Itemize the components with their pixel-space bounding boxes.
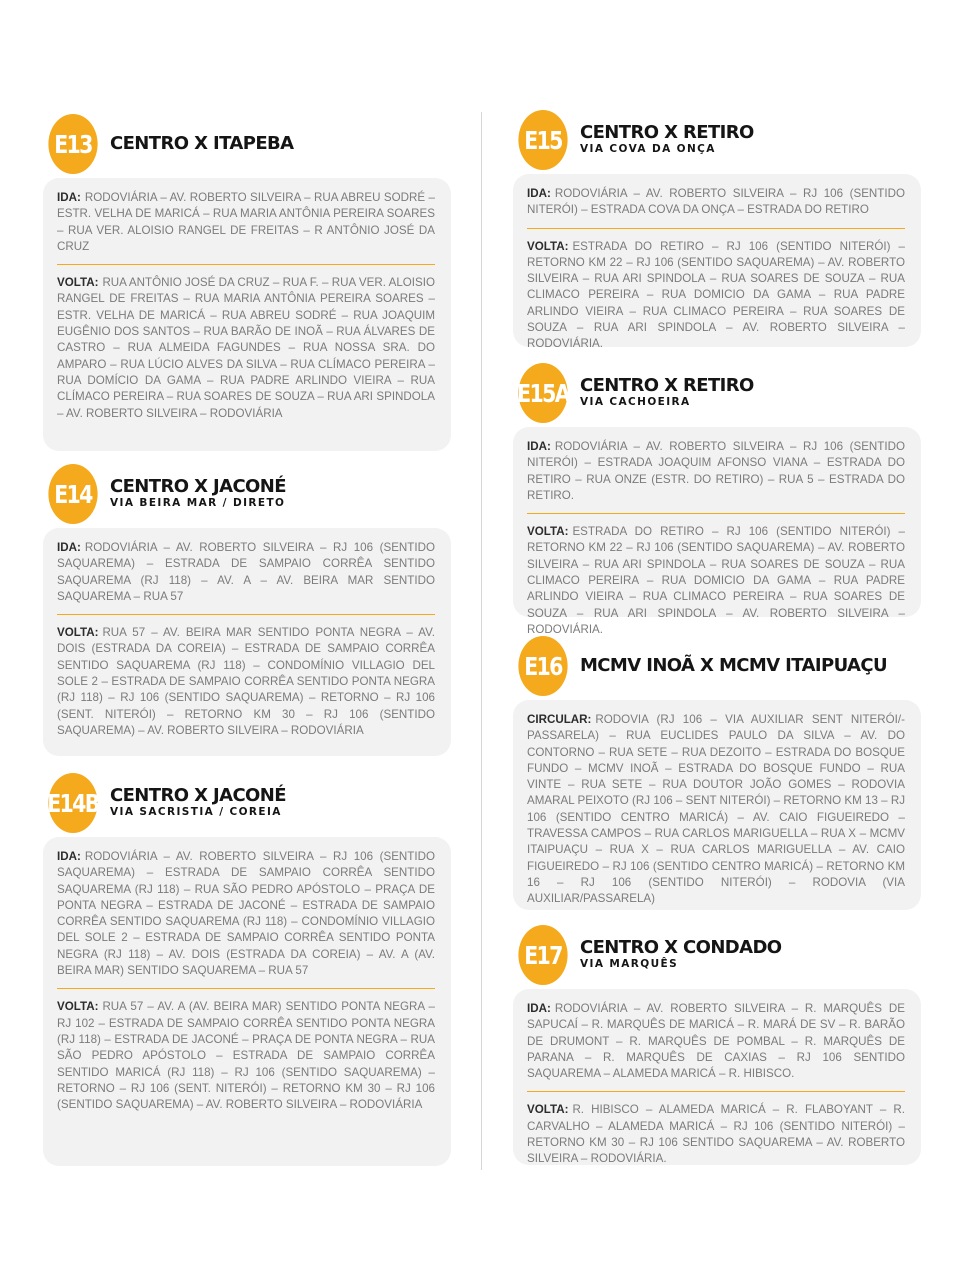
ida-label: IDA: bbox=[57, 541, 81, 554]
column-divider bbox=[481, 112, 482, 1170]
route-title: CENTRO X JACONÉ bbox=[110, 785, 286, 806]
volta-text: RUA 57 – AV. BEIRA MAR SENTIDO PONTA NEGRA – AV. DOIS (ESTRADA DA COREIA) – ESTRADA DE SAMPAIO CORRÊA SENTIDO SAQUAREMA (RJ 118) – CONDOMÍNIO VILLAGIO DEL SOLE 2 – ESTRADA DE SAMPAIO CORRÊA SENTIDO PONTA NEGRA (RJ 118) – RJ 106 (SENTIDO SAQUAREMA) – RETORNO – RJ 106 (SENT. NITERÓI) – RETORNO KM 30 – RJ 106 (SENTIDO SAQUAREMA) – AV. ROBERTO SILVEIRA – RODOVIÁRIA bbox=[57, 626, 435, 737]
volta-label: VOLTA: bbox=[57, 276, 99, 290]
section-divider bbox=[57, 264, 435, 265]
volta-section bbox=[527, 1102, 905, 1167]
route-card bbox=[513, 427, 921, 636]
route-header bbox=[43, 464, 451, 524]
route-e16 bbox=[513, 636, 921, 910]
route-e14b bbox=[43, 773, 451, 1166]
section-divider bbox=[527, 513, 905, 514]
volta-label: VOLTA: bbox=[527, 239, 569, 253]
route-title: CENTRO X JACONÉ bbox=[110, 476, 286, 497]
ida-text: RODOVIÁRIA – AV. ROBERTO SILVEIRA – R. MARQUÊS DE SAPUCAÍ – R. MARQUÊS DE MARICÁ – R. MARÁ DE SV – R. BARÃO DE DRUMONT – R. MARQUÊS DE POMBAL – R. MARQUÊS DE PARANA – R. MARQUÊS DE CAXIAS – RJ 106 SENTIDO SAQUAREMA – ALAMEDA MARICÁ – R. HIBISCO. bbox=[527, 1002, 905, 1081]
section-divider bbox=[57, 988, 435, 989]
ida-section bbox=[527, 186, 905, 219]
circular-text: RODOVIA (RJ 106 – VIA AUXILIAR SENT NITERÓI/-PASSARELA) – RUA EUCLIDES PAULO DA SILVA – AV. DO CONTORNO – RUA SETE – RUA DEZOITO – ESTRADA DO BOSQUE FUNDO – MCMV INOÃ – ESTRADA DO BOSQUE FUNDO – RUA VINTE – RUA SETE – RUA DOUTOR JOÃO GOMES – RODOVIA AMARAL PEIXOTO (RJ 106 – SENT NITERÓI) – RETORNO KM 13 – RJ 106 (SENTIDO CENTRO MARICÁ) – AV. CAIO FIGUEIREDO – TRAVESSA CAMPOS – RUA CARLOS MARIGUELLA – RUA X – MCMV ITAIPUAÇU – RUA X – RUA CARLOS MARIGUELLA – AV. CAIO FIGUEIREDO – RJ 106 (SENTIDO CENTRO MARICÁ) – RETORNO KM 16 – RJ 106 (SENTIDO NITERÓI) – RODOVIA (VIA AUXILIAR/PASSARELA) bbox=[527, 713, 905, 906]
route-subtitle: VIA MARQUÊS bbox=[580, 958, 679, 970]
volta-text: R. HIBISCO – ALAMEDA MARICÁ – R. FLABOYANT – R. CARVALHO – ALAMEDA MARICÁ – RJ 106 (SENTIDO NITERÓI) – RETORNO KM 30 – RJ 106 SENTIDO SAQUAREMA – AV. ROBERTO SILVEIRA – RODOVIÁRIA. bbox=[527, 1103, 905, 1166]
ida-section bbox=[57, 540, 435, 605]
volta-section bbox=[57, 275, 435, 422]
section-divider bbox=[527, 1091, 905, 1092]
ida-section bbox=[57, 849, 435, 979]
ida-section bbox=[57, 190, 435, 255]
route-card bbox=[43, 837, 451, 1166]
volta-section bbox=[527, 524, 905, 638]
circular-label: CIRCULAR: bbox=[527, 713, 592, 726]
route-e14 bbox=[43, 464, 451, 756]
ida-section bbox=[527, 439, 905, 504]
route-e15 bbox=[513, 110, 921, 351]
circular-section bbox=[527, 712, 905, 908]
route-subtitle: VIA CACHOEIRA bbox=[580, 396, 691, 408]
route-title: CENTRO X RETIRO bbox=[580, 375, 754, 396]
ida-label: IDA: bbox=[57, 850, 81, 863]
route-header bbox=[513, 110, 921, 170]
volta-section bbox=[57, 999, 435, 1113]
volta-text: ESTRADA DO RETIRO – RJ 106 (SENTIDO NITERÓI) – RETORNO KM 22 – RJ 106 (SENTIDO SAQUAREMA) – AV. ROBERTO SILVEIRA – RUA ARI SPINDOLA – RUA SOARES DE SOUZA – RUA CLIMACO PEREIRA – RUA DOMICIO DA GAMA – RUA PADRE ARLINDO VIEIRA – RUA CLIMACO PEREIRA – RUA SOARES DE SOUZA – RUA ARI SPINDOLA – AV. ROBERTO SILVEIRA – RODOVIÁRIA. bbox=[527, 525, 905, 636]
route-code-badge: E15 bbox=[518, 110, 567, 170]
route-code-badge: E16 bbox=[518, 636, 567, 696]
ida-label: IDA: bbox=[57, 191, 81, 204]
route-header bbox=[43, 773, 451, 833]
ida-label: IDA: bbox=[527, 187, 551, 200]
volta-label: VOLTA: bbox=[57, 1000, 99, 1014]
route-title: MCMV INOÃ X MCMV ITAIPUAÇU bbox=[580, 655, 888, 676]
route-title: CENTRO X RETIRO bbox=[580, 122, 754, 143]
route-card bbox=[513, 174, 921, 351]
volta-text: RUA ANTÔNIO JOSÉ DA CRUZ – RUA F. – RUA VER. ALOISIO RANGEL DE FREITAS – RUA MARIA ANTÔNIA PEREIRA SOARES – ESTR. VELHA DE MARICÁ – RUA ABREU SODRÉ – RUA JOAQUIM EUGÊNIO DOS SANTOS – RUA BARÃO DE INOÃ – RUA ÁLVARES DE CASTRO – RUA ALMEIDA FAGUNDES – RUA NOSSA SRA. DO AMPARO – RUA LÚCIO ALVES DA SILVA – RUA CLÍMACO PEREIRA – RUA DOMÍCIO DA GAMA – RUA PADRE ARLINDO VIEIRA – RUA CLÍMACO PEREIRA – RUA SOARES DE SOUZA – RUA ARI SPINDOLA – AV. ROBERTO SILVEIRA – RODOVIÁRIA bbox=[57, 276, 435, 420]
route-header bbox=[513, 925, 921, 985]
volta-label: VOLTA: bbox=[527, 525, 569, 539]
route-code-badge: E17 bbox=[518, 925, 567, 985]
section-divider bbox=[57, 614, 435, 615]
ida-label: IDA: bbox=[527, 440, 551, 453]
route-e15a bbox=[513, 363, 921, 636]
ida-text: RODOVIÁRIA – AV. ROBERTO SILVEIRA – RJ 106 (SENTIDO SAQUAREMA) – ESTRADA DE SAMPAIO CORRÊA SENTIDO SAQUAREMA (RJ 118) – RUA SÃO PEDRO APÓSTOLO – PRAÇA DE PONTA NEGRA – ESTRADA DE JACONÉ – ESTRADA DE SAMPAIO CORRÊA SENTIDO SAQUAREMA (RJ 118) – CONDOMÍNIO VILLAGIO DEL SOLE 2 – ESTRADA DE SAMPAIO CORRÊA SENTIDO PONTA NEGRA (RJ 118) – AV. DOIS (ESTRADA DA COREIA) – AV. A (AV. BEIRA MAR) SENTIDO SAQUAREMA – RUA 57 bbox=[57, 850, 435, 978]
route-title: CENTRO X CONDADO bbox=[580, 937, 782, 958]
volta-section bbox=[57, 625, 435, 739]
route-card bbox=[513, 700, 921, 910]
route-header bbox=[513, 636, 921, 696]
section-divider bbox=[527, 228, 905, 229]
route-code-badge: E13 bbox=[48, 114, 97, 174]
route-subtitle: VIA COVA DA ONÇA bbox=[580, 143, 716, 155]
route-e17 bbox=[513, 925, 921, 1165]
route-header bbox=[43, 114, 451, 174]
route-code-badge: E14 bbox=[48, 464, 97, 524]
route-subtitle: VIA BEIRA MAR / DIRETO bbox=[110, 497, 286, 509]
route-header bbox=[513, 363, 921, 423]
ida-label: IDA: bbox=[527, 1002, 551, 1015]
ida-text: RODOVIÁRIA – AV. ROBERTO SILVEIRA – RJ 106 (SENTIDO NITERÓI) – ESTRADA JOAQUIM AFONSO VIANA – ESTRADA DO RETIRO – RUA ONZE (ESTR. DO RETIRO) – RUA 5 – ESTRADA DO RETIRO. bbox=[527, 440, 905, 502]
volta-text: ESTRADA DO RETIRO – RJ 106 (SENTIDO NITERÓI) – RETORNO KM 22 – RJ 106 (SENTIDO SAQUAREMA) – AV. ROBERTO SILVEIRA – RUA ARI SPINDOLA – RUA SOARES DE SOUZA – RUA CLIMACO PEREIRA – RUA DOMICIO DA GAMA – RUA PADRE ARLINDO VIEIRA – RUA CLIMACO PEREIRA – RUA SOARES DE SOUZA – RUA ARI SPINDOLA – AV. ROBERTO SILVEIRA – RODOVIÁRIA. bbox=[527, 239, 905, 351]
route-card bbox=[43, 178, 451, 451]
volta-label: VOLTA: bbox=[57, 626, 99, 640]
route-e13 bbox=[43, 114, 451, 451]
volta-section bbox=[527, 239, 905, 353]
route-subtitle: VIA SACRISTIA / COREIA bbox=[110, 806, 282, 818]
route-code-badge: E14B bbox=[48, 773, 97, 833]
ida-text: RODOVIÁRIA – AV. ROBERTO SILVEIRA – RUA ABREU SODRÉ – ESTR. VELHA DE MARICÁ – RUA MARIA ANTÔNIA PEREIRA SOARES – RUA VER. ALOISIO RANGEL DE FREITAS – R ANTÔNIO JOSÉ DA CRUZ bbox=[57, 191, 435, 253]
ida-text: RODOVIÁRIA – AV. ROBERTO SILVEIRA – RJ 106 (SENTIDO SAQUAREMA) – ESTRADA DE SAMPAIO CORRÊA SENTIDO SAQUAREMA (RJ 118) – AV. A – AV. BEIRA MAR SENTIDO SAQUAREMA – RUA 57 bbox=[57, 541, 435, 603]
route-code-badge: E15A bbox=[518, 363, 567, 423]
ida-section bbox=[527, 1001, 905, 1082]
route-card bbox=[43, 528, 451, 756]
route-title: CENTRO X ITAPEBA bbox=[110, 133, 294, 154]
volta-text: RUA 57 – AV. A (AV. BEIRA MAR) SENTIDO PONTA NEGRA – RJ 102 – ESTRADA DE SAMPAIO CORRÊA SENTIDO PONTA NEGRA (RJ 118) – ESTRADA DE JACONÉ – PRAÇA DE PONTA NEGRA – RUA SÃO PEDRO APÓSTOLO – ESTRADA DE SAMPAIO CORRÊA SENTIDO MARICÁ (RJ 118) – RJ 106 (SENTIDO SAQUAREMA) – RETORNO – RJ 106 (SENT. NITERÓI) – RETORNO KM 30 – RJ 106 (SENTIDO SAQUAREMA) – AV. ROBERTO SILVEIRA – RODOVIÁRIA bbox=[57, 1000, 435, 1112]
route-card bbox=[513, 989, 921, 1165]
volta-label: VOLTA: bbox=[527, 1103, 569, 1117]
ida-text: RODOVIÁRIA – AV. ROBERTO SILVEIRA – RJ 106 (SENTIDO NITERÓI) – ESTRADA COVA DA ONÇA – ESTRADA DO RETIRO bbox=[527, 187, 905, 217]
